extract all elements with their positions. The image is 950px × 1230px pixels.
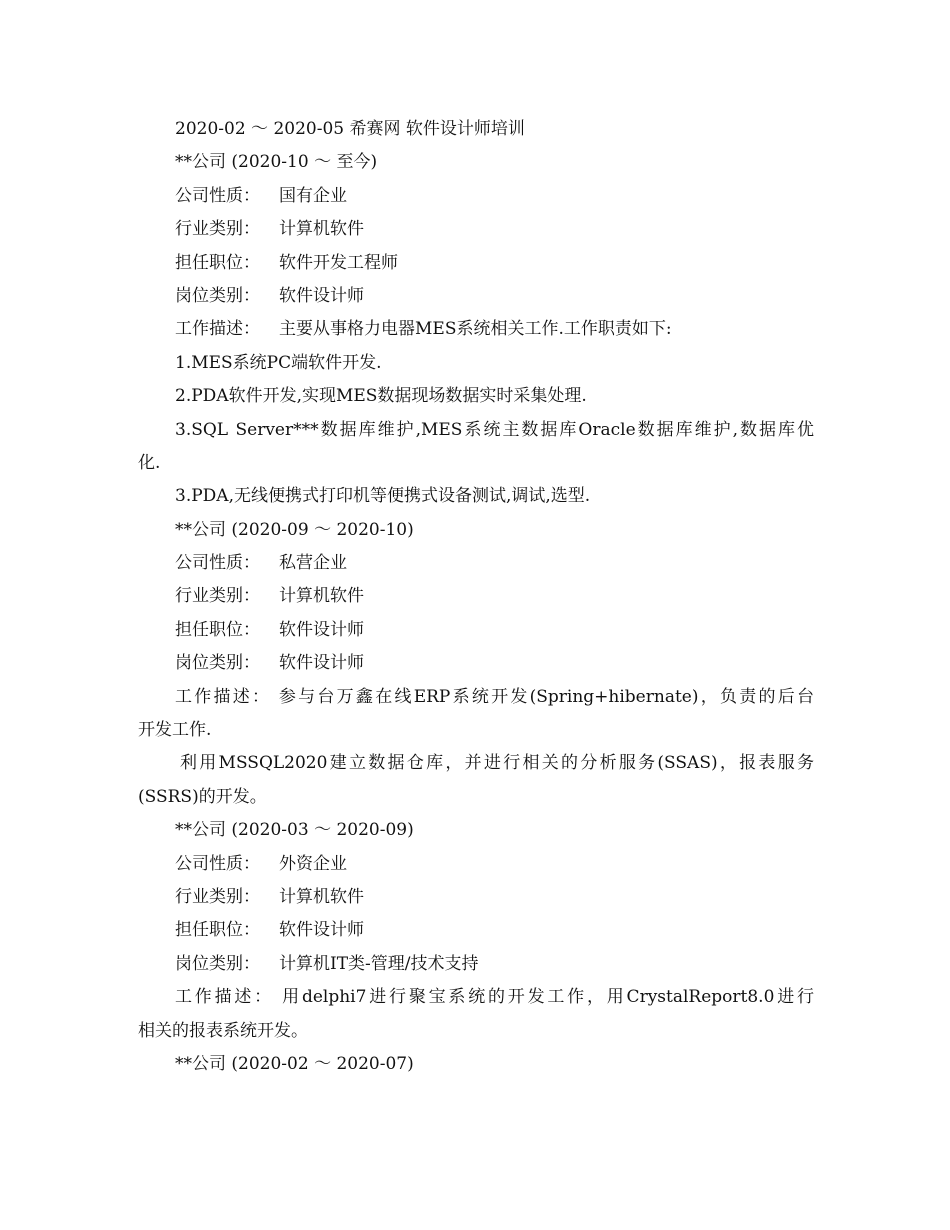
- description-line: 工作描述： 用delphi7进行聚宝系统的开发工作，用CrystalReport8.0进行: [175, 987, 814, 1008]
- job-field-nature: [138, 848, 814, 881]
- field-value: 计算机IT类-管理/技术支持: [279, 953, 479, 974]
- job-field-industry: [138, 580, 814, 613]
- job-field-category: [138, 647, 814, 680]
- job-field-position: [138, 247, 814, 280]
- description-line: 利用MSSQL2020建立数据仓库，并进行相关的分析服务(SSAS)，报表服务: [180, 753, 814, 774]
- field-value: 软件设计师: [279, 653, 364, 674]
- description-line: 3.PDA,无线便携式打印机等便携式设备测试,调试,选型.: [175, 486, 591, 507]
- job-field-description: [138, 313, 814, 346]
- job-field-industry: [138, 881, 814, 914]
- field-label: 岗位类别：: [175, 953, 260, 974]
- field-label: 公司性质：: [175, 853, 260, 874]
- job-field-industry: [138, 213, 814, 246]
- job-field-position: [138, 614, 814, 647]
- field-value: 软件设计师: [279, 285, 364, 306]
- field-value: 私营企业: [279, 553, 347, 574]
- description-line: (SSRS)的开发。: [138, 786, 267, 807]
- job-field-position: [138, 914, 814, 947]
- field-label: 担任职位：: [175, 920, 260, 941]
- field-value: 计算机软件: [279, 886, 364, 907]
- field-label: 担任职位：: [175, 252, 260, 273]
- field-label: 行业类别：: [175, 886, 260, 907]
- job-header: **公司 (2020-03 ～ 2020-09): [175, 820, 414, 841]
- description-line: 化.: [138, 452, 161, 473]
- field-label: 工作描述：: [175, 319, 260, 340]
- field-value: 软件设计师: [279, 920, 364, 941]
- job-header: **公司 (2020-09 ～ 2020-10): [175, 519, 414, 540]
- description-line: 2.PDA软件开发,实现MES数据现场数据实时采集处理.: [175, 386, 587, 407]
- job-header: **公司 (2020-02 ～ 2020-07): [175, 1053, 414, 1074]
- field-value: 计算机软件: [279, 586, 364, 607]
- description-line: 开发工作.: [138, 720, 212, 741]
- description-line: 1.MES系统PC端软件开发.: [175, 352, 382, 373]
- field-label: 公司性质：: [175, 185, 260, 206]
- job-field-category: [138, 948, 814, 981]
- field-value: 软件设计师: [279, 619, 364, 640]
- description-line: 3.SQL Server***数据库维护,MES系统主数据库Oracle数据库维护,数据库优: [175, 419, 814, 440]
- field-label: 行业类别：: [175, 219, 260, 240]
- field-label: 担任职位：: [175, 619, 260, 640]
- field-label: 公司性质：: [175, 553, 260, 574]
- job-field-nature: [138, 180, 814, 213]
- job-field-nature: [138, 547, 814, 580]
- field-label: 行业类别：: [175, 586, 260, 607]
- description-line: 工作描述： 参与台万鑫在线ERP系统开发(Spring+hibernate)，负责的后台: [175, 686, 814, 707]
- field-value: 外资企业: [279, 853, 347, 874]
- resume-content: [138, 113, 814, 1081]
- job-field-category: [138, 280, 814, 313]
- job-header: **公司 (2020-10 ～ 至今): [175, 152, 378, 173]
- field-value: 计算机软件: [279, 219, 364, 240]
- field-label: 岗位类别：: [175, 653, 260, 674]
- description-line: 相关的报表系统开发。: [138, 1020, 308, 1041]
- field-value: 国有企业: [279, 185, 347, 206]
- field-label: 岗位类别：: [175, 285, 260, 306]
- training-line: 2020-02 ～ 2020-05 希赛网 软件设计师培训: [175, 119, 525, 139]
- field-value: 软件开发工程师: [279, 252, 398, 273]
- field-value: 主要从事格力电器MES系统相关工作.工作职责如下:: [279, 319, 672, 340]
